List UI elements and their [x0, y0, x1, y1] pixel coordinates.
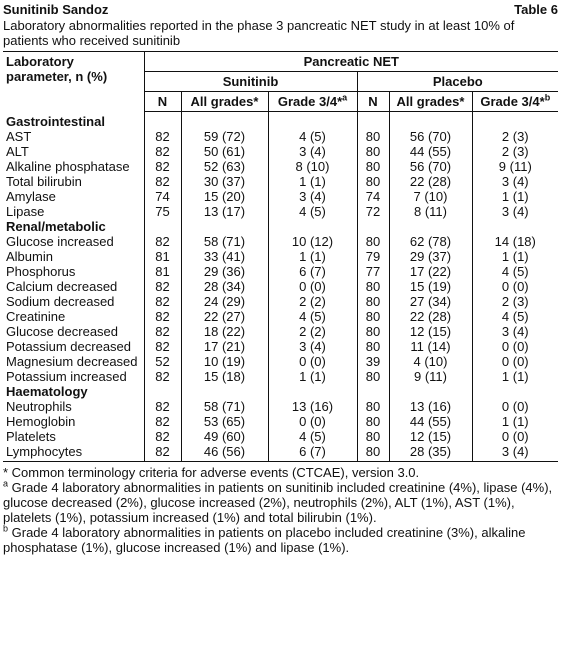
- all-grades-placebo-cell: 9 (11): [389, 369, 472, 384]
- n-sunitinib-cell: 52: [144, 354, 181, 369]
- n-sunitinib-cell: 82: [144, 399, 181, 414]
- grade34-placebo-cell: 0 (0): [501, 428, 529, 444]
- all-grades-sunitinib-cell: 22 (27): [181, 309, 268, 324]
- n-sunitinib-cell: 82: [144, 279, 181, 294]
- grade34-placebo-cell: 0 (0): [501, 338, 529, 354]
- n-placebo-cell: 80: [357, 369, 389, 384]
- grade34-placebo-cell: 1 (1): [501, 368, 529, 384]
- n-placebo-cell: 79: [357, 249, 389, 264]
- col-grade34-sunitinib: Grade 3/4*$^a$: [268, 92, 357, 112]
- empty-cell: [472, 112, 558, 129]
- param-cell: Sodium decreased: [3, 294, 144, 309]
- n-placebo-cell: 80: [357, 294, 389, 309]
- table-row: [3, 324, 558, 339]
- section-row: [3, 112, 558, 129]
- empty-cell: [389, 219, 472, 234]
- table-row: [3, 279, 558, 294]
- param-cell: Amylase: [3, 189, 144, 204]
- grade34-sunitinib-cell: 0 (0): [268, 279, 357, 294]
- param-cell: Platelets: [3, 429, 144, 444]
- n-sunitinib-cell: 82: [144, 234, 181, 249]
- footnotes: [3, 465, 558, 555]
- empty-cell: [181, 219, 268, 234]
- n-sunitinib-cell: 82: [144, 444, 181, 462]
- param-cell: Potassium decreased: [3, 339, 144, 354]
- grade34-sunitinib-cell: 2 (2): [268, 324, 357, 339]
- table-row: [3, 234, 558, 249]
- empty-cell: [357, 112, 389, 129]
- empty-cell: [357, 219, 389, 234]
- all-grades-placebo-cell: 12 (15): [389, 429, 472, 444]
- all-grades-sunitinib-cell: 58 (71): [181, 399, 268, 414]
- grade34-sunitinib-cell: 1 (1): [268, 369, 357, 384]
- table-row: [3, 354, 558, 369]
- grade34-sunitinib-cell: 3 (4): [268, 144, 357, 159]
- grade34-placebo-cell: 1 (1): [501, 188, 529, 204]
- document-page: [3, 2, 558, 555]
- grade34-placebo-cell: 2 (3): [501, 143, 529, 159]
- grade34-sunitinib-cell: 3 (4): [268, 339, 357, 354]
- all-grades-sunitinib-cell: 53 (65): [181, 414, 268, 429]
- param-cell: Hemoglobin: [3, 414, 144, 429]
- param-cell: Potassium increased: [3, 369, 144, 384]
- all-grades-sunitinib-cell: 33 (41): [181, 249, 268, 264]
- grade34-placebo-cell: 4 (5): [501, 308, 529, 324]
- n-placebo-cell: 80: [357, 429, 389, 444]
- empty-cell: [389, 112, 472, 129]
- grade34-sunitinib-cell: 6 (7): [268, 264, 357, 279]
- empty-cell: [181, 112, 268, 129]
- all-grades-placebo-cell: 15 (19): [389, 279, 472, 294]
- all-grades-placebo-cell: 17 (22): [389, 264, 472, 279]
- n-sunitinib-cell: 82: [144, 174, 181, 189]
- grade34-placebo-cell: 1 (1): [501, 413, 529, 429]
- table-row: [3, 339, 558, 354]
- grade34-placebo-cell: 3 (4): [501, 323, 529, 339]
- all-grades-sunitinib-cell: 30 (37): [181, 174, 268, 189]
- table-number: Table 6: [514, 2, 558, 17]
- lab-abnormalities-table: [3, 51, 558, 462]
- param-cell: AST: [3, 129, 144, 144]
- table-row: [3, 294, 558, 309]
- param-cell: ALT: [3, 144, 144, 159]
- parameter-column-header: Laboratory parameter, n (%): [3, 52, 144, 112]
- empty-cell: [268, 384, 357, 399]
- section-label: Haematology: [3, 384, 144, 399]
- all-grades-sunitinib-cell: 49 (60): [181, 429, 268, 444]
- col-n-placebo: N: [357, 92, 389, 112]
- col-grade34-placebo: Grade 3/4*$^b$: [472, 92, 558, 112]
- n-sunitinib-cell: 81: [144, 249, 181, 264]
- grade34-sunitinib-cell: 4 (5): [268, 309, 357, 324]
- all-grades-placebo-cell: 12 (15): [389, 324, 472, 339]
- param-cell: Calcium decreased: [3, 279, 144, 294]
- all-grades-placebo-cell: 22 (28): [389, 174, 472, 189]
- all-grades-placebo-cell: 8 (11): [389, 204, 472, 219]
- table-row: [3, 429, 558, 444]
- empty-cell: [472, 384, 558, 399]
- grade34-placebo-cell: 0 (0): [501, 353, 529, 369]
- col-n-sunitinib: N: [144, 92, 181, 112]
- grade34-placebo-cell: 2 (3): [501, 128, 529, 144]
- all-grades-placebo-cell: 7 (10): [389, 189, 472, 204]
- n-sunitinib-cell: 81: [144, 264, 181, 279]
- table-row: [3, 414, 558, 429]
- all-grades-placebo-cell: 22 (28): [389, 309, 472, 324]
- table-row: [3, 204, 558, 219]
- all-grades-sunitinib-cell: 29 (36): [181, 264, 268, 279]
- n-sunitinib-cell: 82: [144, 294, 181, 309]
- n-sunitinib-cell: 82: [144, 369, 181, 384]
- grade34-placebo-cell: 0 (0): [501, 278, 529, 294]
- empty-cell: [268, 112, 357, 129]
- grade34-sunitinib-cell: 1 (1): [268, 174, 357, 189]
- n-placebo-cell: 80: [357, 309, 389, 324]
- section-label: Renal/metabolic: [3, 219, 144, 234]
- n-sunitinib-cell: 82: [144, 324, 181, 339]
- all-grades-sunitinib-cell: 58 (71): [181, 234, 268, 249]
- table-header-bar: [3, 2, 558, 18]
- grade34-placebo-cell: 2 (3): [501, 293, 529, 309]
- grade34-sunitinib-cell: 4 (5): [268, 429, 357, 444]
- n-placebo-cell: 80: [357, 144, 389, 159]
- grade34-sunitinib-cell: 2 (2): [268, 294, 357, 309]
- empty-cell: [389, 384, 472, 399]
- n-sunitinib-cell: 82: [144, 144, 181, 159]
- table-row: [3, 264, 558, 279]
- table-row: [3, 174, 558, 189]
- n-placebo-cell: 80: [357, 279, 389, 294]
- n-sunitinib-cell: 74: [144, 189, 181, 204]
- grade34-sunitinib-cell: 10 (12): [268, 234, 357, 249]
- group-header: Pancreatic NET: [144, 52, 558, 72]
- table-row: [3, 189, 558, 204]
- param-cell: Neutrophils: [3, 399, 144, 414]
- n-placebo-cell: 39: [357, 354, 389, 369]
- param-cell: Creatinine: [3, 309, 144, 324]
- n-placebo-cell: 77: [357, 264, 389, 279]
- n-sunitinib-cell: 82: [144, 429, 181, 444]
- all-grades-placebo-cell: 56 (70): [389, 129, 472, 144]
- table-body: [3, 112, 558, 462]
- empty-cell: [357, 384, 389, 399]
- arm-header-sunitinib: Sunitinib: [144, 72, 357, 92]
- all-grades-placebo-cell: 28 (35): [389, 444, 472, 462]
- table-caption: Laboratory abnormalities reported in the phase 3 pancreatic NET study in at least 10% of patients who received sunitinib: [3, 18, 515, 48]
- col-all-grades-sunitinib: All grades*: [181, 92, 268, 112]
- section-row: [3, 219, 558, 234]
- n-sunitinib-cell: 82: [144, 339, 181, 354]
- param-cell: Magnesium decreased: [3, 354, 144, 369]
- grade34-sunitinib-cell: 4 (5): [268, 129, 357, 144]
- footnote-b: $^b$ Grade 4 laboratory abnormalities in patients on placebo included creatinine (3%), alkaline phosphatase (1%), glucose increased (1%) and lipase (1%).: [3, 523, 526, 555]
- table-row: [3, 399, 558, 414]
- empty-cell: [181, 384, 268, 399]
- all-grades-placebo-cell: 27 (34): [389, 294, 472, 309]
- all-grades-sunitinib-cell: 17 (21): [181, 339, 268, 354]
- n-placebo-cell: 80: [357, 174, 389, 189]
- table-row: [3, 249, 558, 264]
- grade34-placebo-cell: 14 (18): [494, 233, 536, 249]
- all-grades-sunitinib-cell: 28 (34): [181, 279, 268, 294]
- table-row: [3, 144, 558, 159]
- grade34-sunitinib-cell: 0 (0): [268, 354, 357, 369]
- all-grades-sunitinib-cell: 15 (18): [181, 369, 268, 384]
- param-cell: Lymphocytes: [3, 444, 144, 462]
- table-row: [3, 309, 558, 324]
- all-grades-sunitinib-cell: 15 (20): [181, 189, 268, 204]
- all-grades-placebo-cell: 29 (37): [389, 249, 472, 264]
- all-grades-sunitinib-cell: 10 (19): [181, 354, 268, 369]
- all-grades-sunitinib-cell: 50 (61): [181, 144, 268, 159]
- all-grades-placebo-cell: 13 (16): [389, 399, 472, 414]
- all-grades-sunitinib-cell: 46 (56): [181, 444, 268, 462]
- n-sunitinib-cell: 82: [144, 129, 181, 144]
- empty-cell: [144, 384, 181, 399]
- all-grades-placebo-cell: 44 (55): [389, 144, 472, 159]
- grade34-sunitinib-cell: 1 (1): [268, 249, 357, 264]
- empty-cell: [472, 219, 558, 234]
- param-cell: Glucose increased: [3, 234, 144, 249]
- n-placebo-cell: 80: [357, 399, 389, 414]
- n-placebo-cell: 80: [357, 234, 389, 249]
- n-placebo-cell: 80: [357, 324, 389, 339]
- all-grades-sunitinib-cell: 24 (29): [181, 294, 268, 309]
- n-sunitinib-cell: 75: [144, 204, 181, 219]
- grade34-sunitinib-cell: 13 (16): [268, 399, 357, 414]
- grade34-sunitinib-cell: 6 (7): [268, 444, 357, 462]
- table-row: [3, 444, 558, 462]
- section-label: Gastrointestinal: [3, 112, 144, 129]
- footnote-a: $^a$ Grade 4 laboratory abnormalities in patients on sunitinib included creatinine (4%), lipase (4%), glucose decreased (2%), glucose increased (2%), neutrophils (2%), ALT (1%), AST (1%), platelets (1%), potassium increased (1%) and total bilirubin (1%).: [3, 478, 553, 525]
- grade34-sunitinib-cell: 4 (5): [268, 204, 357, 219]
- table-row: [3, 129, 558, 144]
- grade34-placebo-cell: 3 (4): [501, 173, 529, 189]
- n-placebo-cell: 80: [357, 159, 389, 174]
- grade34-placebo-cell: 0 (0): [501, 398, 529, 414]
- all-grades-sunitinib-cell: 18 (22): [181, 324, 268, 339]
- empty-cell: [268, 219, 357, 234]
- all-grades-placebo-cell: 11 (14): [389, 339, 472, 354]
- n-sunitinib-cell: 82: [144, 414, 181, 429]
- empty-cell: [144, 112, 181, 129]
- grade34-placebo-cell: 4 (5): [501, 263, 529, 279]
- table-row: [3, 369, 558, 384]
- n-placebo-cell: 74: [357, 189, 389, 204]
- all-grades-sunitinib-cell: 52 (63): [181, 159, 268, 174]
- all-grades-placebo-cell: 62 (78): [389, 234, 472, 249]
- n-placebo-cell: 80: [357, 129, 389, 144]
- col-all-grades-placebo: All grades*: [389, 92, 472, 112]
- param-cell: Phosphorus: [3, 264, 144, 279]
- grade34-sunitinib-cell: 3 (4): [268, 189, 357, 204]
- table-row: [3, 159, 558, 174]
- all-grades-placebo-cell: 56 (70): [389, 159, 472, 174]
- grade34-placebo-cell: 1 (1): [501, 248, 529, 264]
- n-placebo-cell: 80: [357, 414, 389, 429]
- grade34-placebo-cell: 3 (4): [472, 444, 558, 462]
- param-cell: Lipase: [3, 204, 144, 219]
- param-cell: Albumin: [3, 249, 144, 264]
- grade34-sunitinib-cell: 0 (0): [268, 414, 357, 429]
- arm-header-placebo: Placebo: [357, 72, 558, 92]
- all-grades-placebo-cell: 44 (55): [389, 414, 472, 429]
- grade34-sunitinib-cell: 8 (10): [268, 159, 357, 174]
- n-placebo-cell: 72: [357, 204, 389, 219]
- empty-cell: [144, 219, 181, 234]
- grade34-placebo-cell: 9 (11): [498, 158, 532, 174]
- param-cell: Glucose decreased: [3, 324, 144, 339]
- footnote-star: * Common terminology criteria for adverse events (CTCAE), version 3.0.: [3, 464, 420, 480]
- n-placebo-cell: 80: [357, 339, 389, 354]
- all-grades-placebo-cell: 4 (10): [389, 354, 472, 369]
- grade34-placebo-cell: 3 (4): [501, 203, 529, 219]
- all-grades-sunitinib-cell: 59 (72): [181, 129, 268, 144]
- param-cell: Alkaline phosphatase: [3, 159, 144, 174]
- n-sunitinib-cell: 82: [144, 309, 181, 324]
- section-row: [3, 384, 558, 399]
- n-placebo-cell: 80: [357, 444, 389, 462]
- n-sunitinib-cell: 82: [144, 159, 181, 174]
- all-grades-sunitinib-cell: 13 (17): [181, 204, 268, 219]
- param-cell: Total bilirubin: [3, 174, 144, 189]
- product-title: Sunitinib Sandoz: [3, 2, 109, 17]
